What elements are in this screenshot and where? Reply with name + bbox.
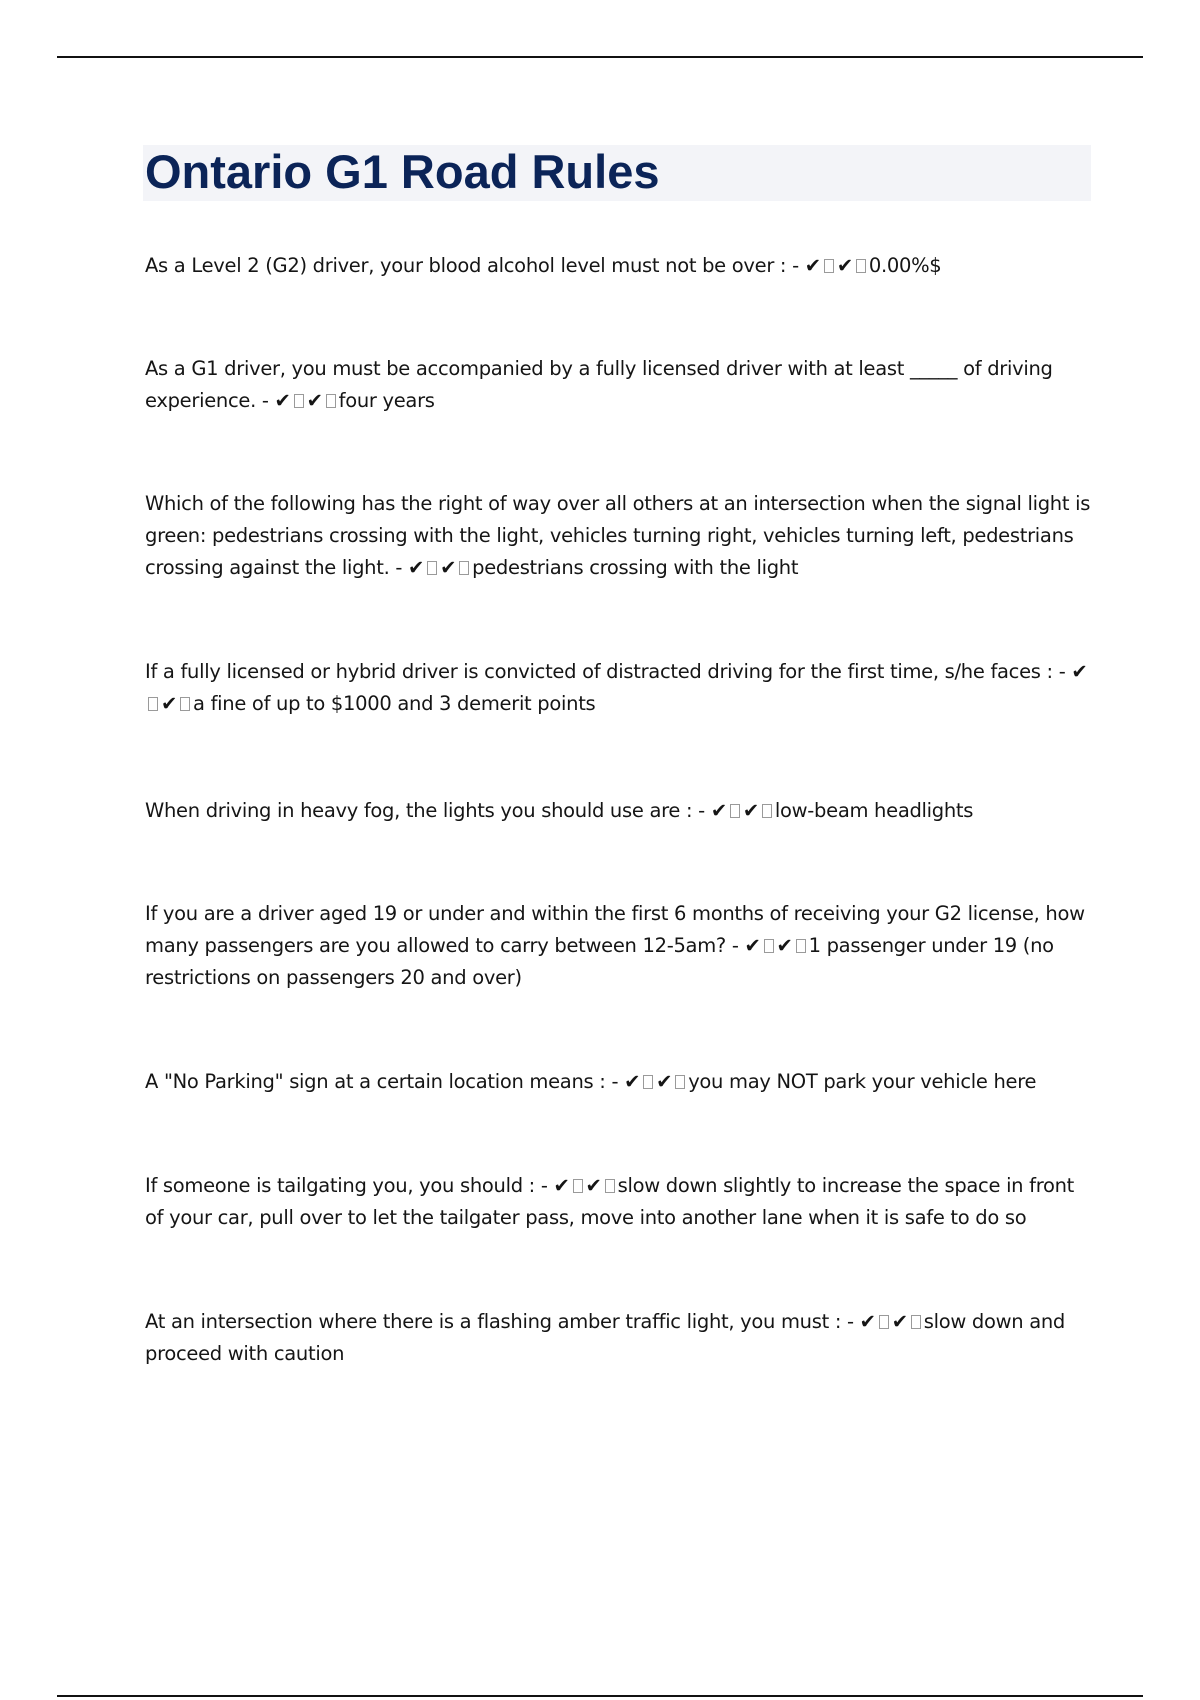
question-text: Which of the following has the right of way over all others at an intersection when the signal light is green: pedestrians crossing with the light, vehicles turning right, vehicles turning left, pedestrians crossing against the light.	[145, 492, 1091, 579]
separator: -	[786, 254, 805, 277]
question-text: If someone is tailgating you, you should :	[145, 1174, 535, 1197]
check-icon: ✔	[440, 556, 457, 579]
box-icon	[605, 1179, 615, 1193]
box-icon	[643, 1075, 653, 1089]
check-icon: ✔	[859, 1310, 876, 1333]
qa-item	[145, 488, 1095, 584]
check-icon: ✔	[776, 934, 793, 957]
box-icon	[764, 939, 774, 953]
box-icon	[796, 939, 806, 953]
box-icon	[180, 697, 190, 711]
check-icon: ✔	[408, 556, 425, 579]
qa-item	[145, 1066, 1095, 1098]
check-icon: ✔	[891, 1310, 908, 1333]
qa-item	[145, 898, 1095, 994]
qa-item	[145, 795, 1095, 827]
box-icon	[326, 394, 336, 408]
box-icon	[911, 1315, 921, 1329]
question-text: If you are a driver aged 19 or under and within the first 6 months of receiving your G2 license, how many passengers are you allowed to carry between 12-5am?	[145, 902, 1085, 957]
question-text: As a Level 2 (G2) driver, your blood alcohol level must not be over :	[145, 254, 787, 277]
box-icon	[879, 1315, 889, 1329]
check-icon: ✔	[624, 1070, 641, 1093]
separator: -	[534, 1174, 554, 1197]
question-text: At an intersection where there is a flashing amber traffic light, you must :	[145, 1310, 842, 1333]
answer-text: a fine of up to $1000 and 3 demerit points	[193, 692, 596, 715]
separator: -	[1052, 660, 1072, 683]
answer-text: you may NOT park your vehicle here	[688, 1070, 1037, 1093]
top-rule	[57, 56, 1143, 58]
answer-text: slow down and proceed with caution	[145, 1310, 1066, 1365]
check-icon: ✔	[306, 389, 323, 412]
separator: -	[841, 1310, 860, 1333]
qa-item	[145, 353, 1095, 417]
bottom-rule	[57, 1695, 1143, 1697]
box-icon	[730, 804, 740, 818]
answer-text: 1 passenger under 19 (no restrictions on passengers 20 and over)	[145, 934, 1054, 989]
box-icon	[856, 259, 866, 273]
check-icon: ✔	[274, 389, 291, 412]
check-icon: ✔	[656, 1070, 673, 1093]
question-text: When driving in heavy fog, the lights you should use are :	[145, 799, 693, 822]
check-icon: ✔	[553, 1174, 570, 1197]
box-icon	[294, 394, 304, 408]
check-icon: ✔	[161, 692, 178, 715]
box-icon	[573, 1179, 583, 1193]
check-icon: ✔	[804, 254, 821, 277]
separator: -	[389, 556, 409, 579]
answer-text: slow down slightly to increase the space in front of your car, pull over to let the tailgater pass, move into another lane when it is safe to do so	[145, 1174, 1075, 1229]
box-icon	[824, 259, 834, 273]
answer-text: 0.00%$	[868, 254, 942, 277]
qa-item	[145, 656, 1095, 720]
check-icon: ✔	[836, 254, 853, 277]
question-text: If a fully licensed or hybrid driver is convicted of distracted driving for the first time, s/he faces :	[145, 660, 1053, 683]
question-text: As a G1 driver, you must be accompanied by a fully licensed driver with at least _____ of driving experience.	[145, 357, 1053, 412]
page-title: Ontario G1 Road Rules	[145, 145, 660, 198]
qa-item	[145, 250, 1095, 282]
answer-text: pedestrians crossing with the light	[472, 556, 799, 579]
check-icon: ✔	[742, 799, 759, 822]
qa-item	[145, 1170, 1095, 1234]
check-icon: ✔	[585, 1174, 602, 1197]
check-icon: ✔	[710, 799, 727, 822]
check-icon: ✔	[1071, 660, 1088, 683]
box-icon	[762, 804, 772, 818]
answer-text: low-beam headlights	[774, 799, 974, 822]
question-text: A "No Parking" sign at a certain location means :	[145, 1070, 606, 1093]
box-icon	[675, 1075, 685, 1089]
box-icon	[427, 561, 437, 575]
answer-text: four years	[338, 389, 435, 412]
box-icon	[459, 561, 469, 575]
separator: -	[605, 1070, 625, 1093]
check-icon: ✔	[744, 934, 761, 957]
separator: -	[692, 799, 711, 822]
qa-item	[145, 1306, 1095, 1370]
separator: -	[725, 934, 745, 957]
box-icon	[148, 697, 158, 711]
separator: -	[255, 389, 275, 412]
